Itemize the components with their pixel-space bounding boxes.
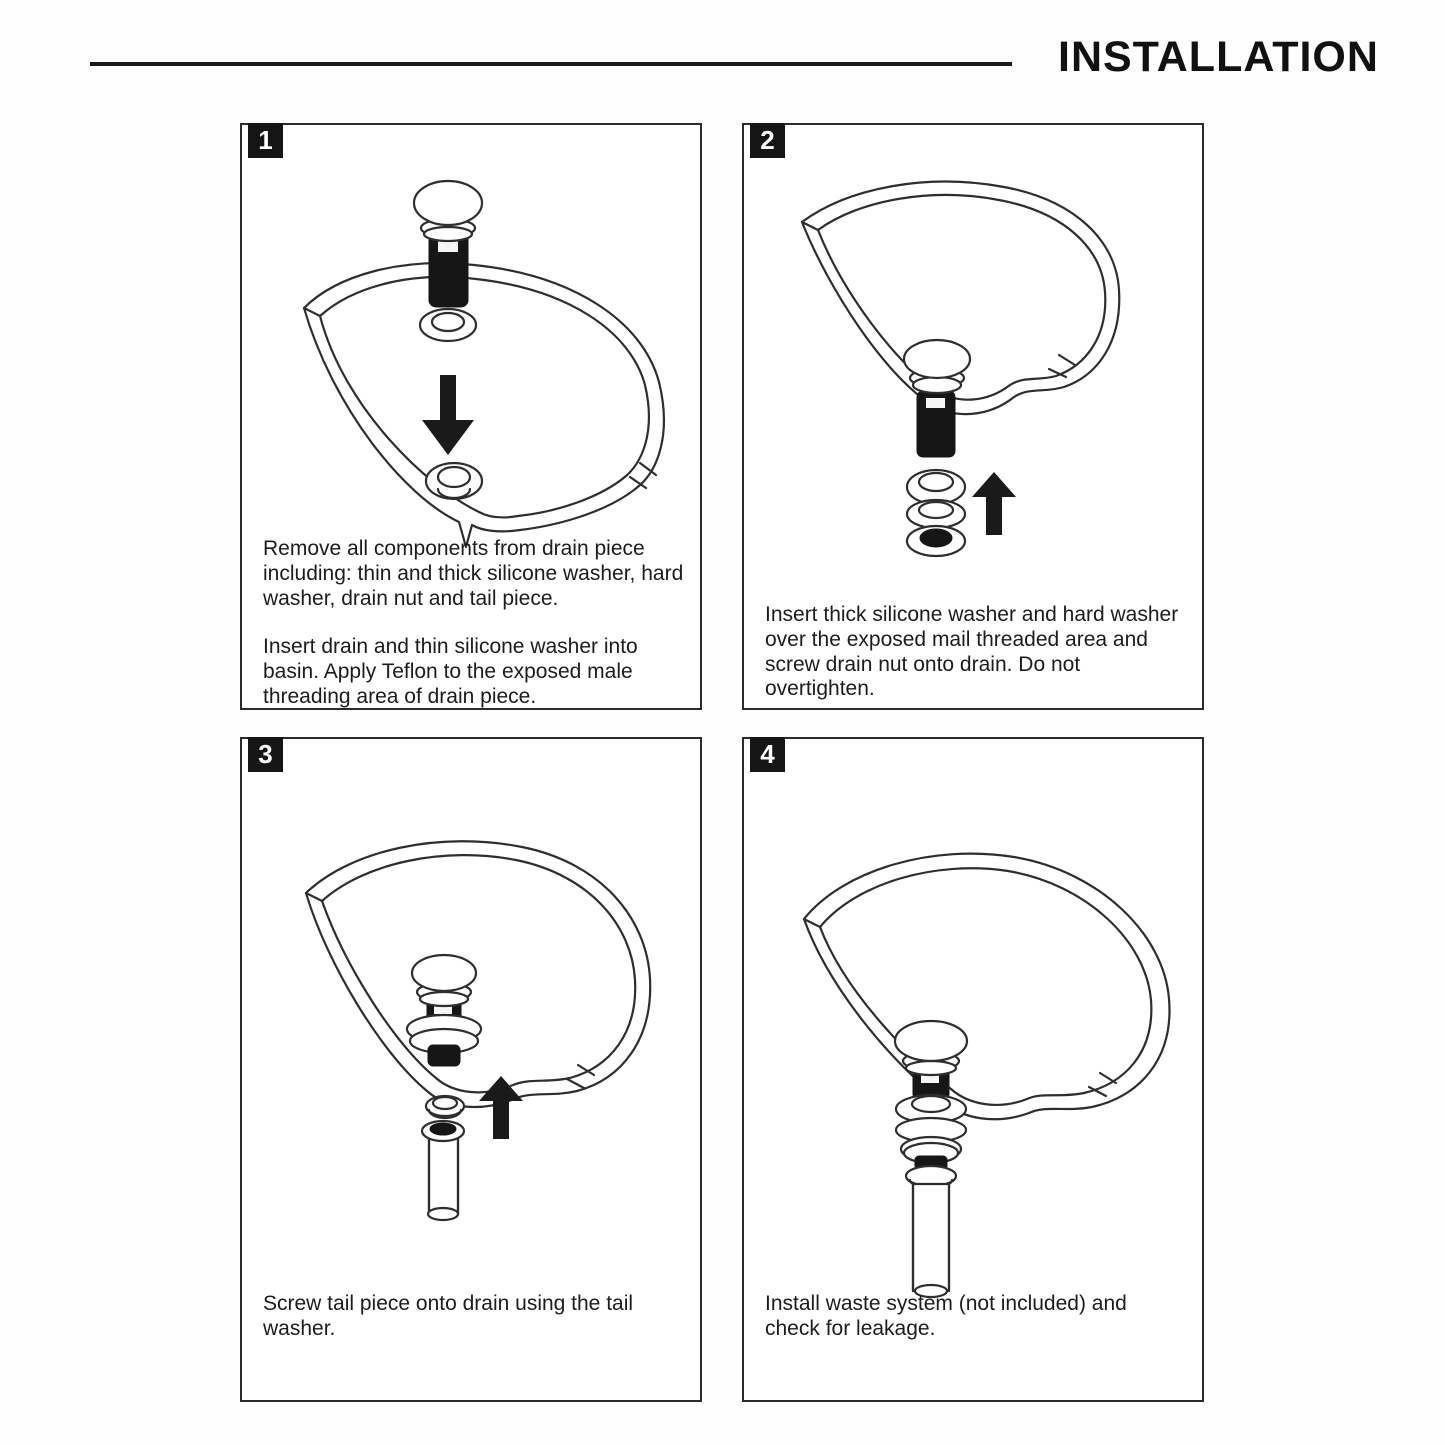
hard-washer <box>907 500 965 528</box>
step-number-badge: 3 <box>248 737 283 772</box>
step-panel-3 <box>240 737 702 1402</box>
sink-basin <box>304 263 664 547</box>
instruction-paragraph: Insert thick silicone washer and hard washer over the exposed mail threaded area and screw drain nut onto drain. Do not overtighten. <box>765 603 1179 701</box>
step-panel-1 <box>240 123 702 710</box>
tail-piece <box>422 1121 464 1220</box>
drain-hole <box>426 463 482 499</box>
up-arrow-icon <box>479 1076 523 1139</box>
page-title: INSTALLATION <box>1058 33 1379 81</box>
step-panel-4 <box>742 737 1204 1402</box>
down-arrow-icon <box>422 375 474 455</box>
up-arrow-icon <box>972 472 1016 535</box>
step4-caption <box>765 1292 1186 1366</box>
tail-piece <box>913 1184 949 1297</box>
sink-basin <box>804 854 1169 1120</box>
instruction-paragraph: Remove all components from drain piece including: thin and thick silicone washer, hard washer, drain nut and tail piece. <box>263 537 684 610</box>
step3-caption <box>263 1292 684 1366</box>
instruction-paragraph: Screw tail piece onto drain using the tail washer. <box>263 1292 634 1340</box>
assembled-drain <box>407 955 481 1066</box>
step-number-badge: 2 <box>750 123 785 158</box>
thin-silicone-washer <box>420 309 476 341</box>
header-rule <box>90 62 1012 66</box>
complete-drain-assembly <box>895 1021 967 1188</box>
step-number-badge: 1 <box>248 123 283 158</box>
step1-caption <box>263 537 684 734</box>
instruction-paragraph: Insert drain and thin silicone washer into basin. Apply Teflon to the exposed male threading area of drain piece. <box>263 635 638 708</box>
step2-caption <box>765 603 1186 726</box>
instruction-paragraph: Install waste system (not included) and check for leakage. <box>765 1292 1127 1340</box>
tail-washer <box>426 1096 464 1118</box>
step-panel-2 <box>742 123 1204 710</box>
drain-piece <box>414 181 482 307</box>
step-number-badge: 4 <box>750 737 785 772</box>
sink-basin <box>306 841 650 1107</box>
drain-nut <box>907 526 965 556</box>
